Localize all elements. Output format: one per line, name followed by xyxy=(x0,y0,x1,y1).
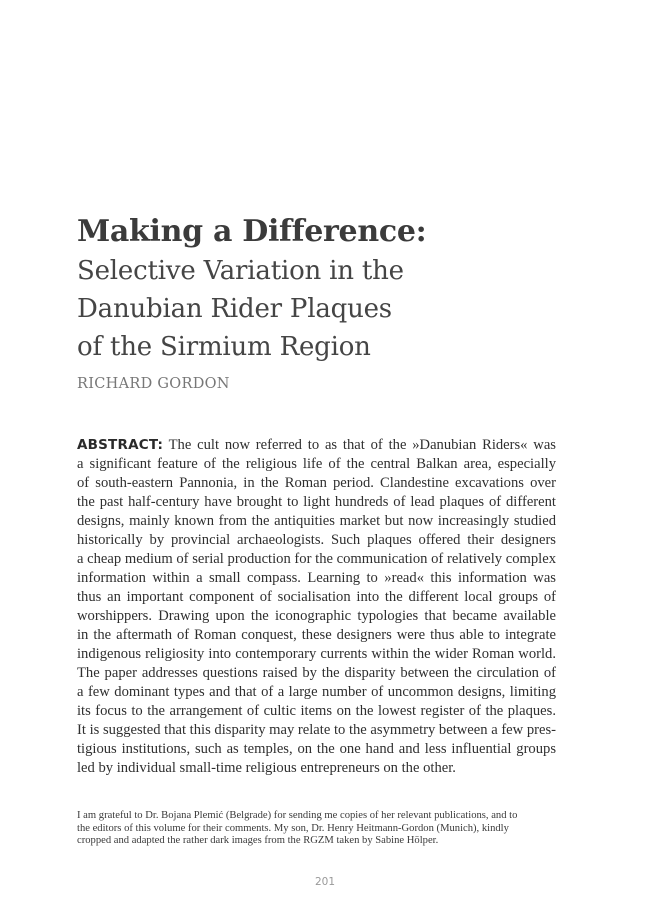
abstract-line: in the aftermath of Roman conquest, these designers were thus able to integrate xyxy=(77,627,556,643)
abstract-line: indigenous religiosity into contemporary currents within the wider Roman world. xyxy=(77,646,556,662)
abstract-line: a significant feature of the religious life of the central Balkan area, especially xyxy=(77,456,556,472)
abstract-line: its focus to the arrangement of cultic items on the lowest register of the plaques. xyxy=(77,703,556,719)
abstract-line: tigious institutions, such as temples, on the one hand and less influential groups xyxy=(77,741,556,757)
subtitle-line: Danubian Rider Plaques xyxy=(77,294,392,324)
abstract-line: It is suggested that this disparity may relate to the asymmetry between a few pres- xyxy=(77,722,557,738)
title-block xyxy=(77,212,567,366)
abstract xyxy=(77,436,556,778)
footnote xyxy=(77,810,557,848)
subtitle-line: of the Sirmium Region xyxy=(77,332,371,362)
abstract-line: The paper addresses questions raised by the disparity between the circulation of xyxy=(77,665,556,681)
abstract-line: thus an important component of socialisation into the different local groups of xyxy=(77,589,556,605)
footnote-line: the editors of this volume for their comments. My son, Dr. Henry Heitmann-Gordon (Munich), kindly xyxy=(77,822,509,834)
abstract-line: a few dominant types and that of a large number of uncommon designs, limiting xyxy=(77,684,556,700)
footnote-line: cropped and adapted the rather dark images from the RGZM taken by Sabine Hölper. xyxy=(77,835,439,846)
abstract-line: information within a small compass. Learning to »read« this information was xyxy=(77,570,556,586)
abstract-line: a cheap medium of serial production for the communication of relatively complex xyxy=(77,551,556,567)
abstract-line: worshippers. Drawing upon the iconographic typologies that became available xyxy=(77,608,556,624)
abstract-label: ABSTRACT: xyxy=(77,437,164,453)
abstract-line: the past half-century have brought to light hundreds of lead plaques of different xyxy=(77,494,556,510)
abstract-text: The cult now referred to as that of the »Danubian Riders« was xyxy=(163,437,556,453)
paper-title: Making a Difference: xyxy=(77,214,427,249)
abstract-line: designs, mainly known from the antiquities market but now increasingly studied xyxy=(77,513,556,529)
subtitle-line: Selective Variation in the xyxy=(77,256,404,286)
abstract-line: led by individual small-time religious entrepreneurs on the other. xyxy=(77,760,456,776)
footnote-line: I am grateful to Dr. Bojana Plemić (Belgrade) for sending me copies of her relevant publications, and to xyxy=(77,810,518,821)
paper-subtitle xyxy=(77,252,567,366)
abstract-line-1 xyxy=(77,436,556,455)
author-name: RICHARD GORDON xyxy=(77,376,230,392)
page-number: 201 xyxy=(314,876,336,888)
abstract-line: historically by provincial archaeologists. Such plaques offered their designers xyxy=(77,532,556,548)
abstract-line: of south-eastern Pannonia, in the Roman period. Clandestine excavations over xyxy=(77,475,556,491)
